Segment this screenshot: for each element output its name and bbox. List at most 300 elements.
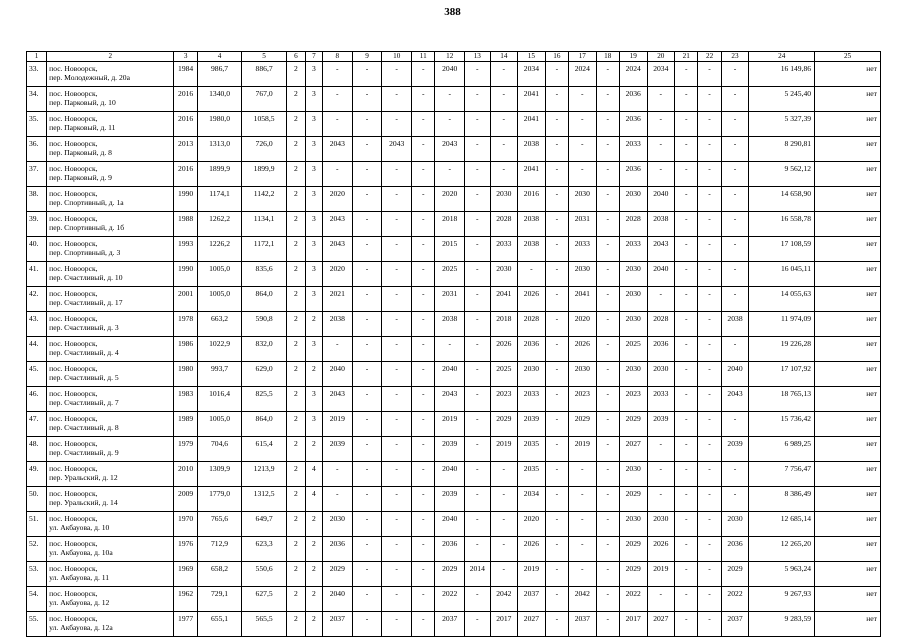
cell-flag: нет bbox=[815, 87, 881, 112]
cell-c12: 2040 bbox=[435, 362, 465, 387]
cell-c7: 3 bbox=[305, 87, 322, 112]
cell-c12: 2025 bbox=[435, 262, 465, 287]
cell-year: 2016 bbox=[174, 112, 197, 137]
address-settlement: пос. Новоорск, bbox=[49, 564, 98, 573]
cell-c19: 2024 bbox=[619, 62, 647, 87]
cell-num: 54. bbox=[27, 587, 47, 612]
cell-c20: 2019 bbox=[647, 562, 675, 587]
cell-c21: - bbox=[675, 562, 698, 587]
address-street: пер. Счастливый, д. 7 bbox=[49, 398, 119, 407]
cell-c20: - bbox=[647, 112, 675, 137]
cell-cost: 15 736,42 bbox=[749, 412, 815, 437]
cell-c16: - bbox=[545, 62, 568, 87]
cell-area-living: 1899,9 bbox=[242, 162, 287, 187]
cell-c15: 2035 bbox=[518, 462, 546, 487]
cell-c18: - bbox=[596, 487, 619, 512]
cell-flag: нет bbox=[815, 287, 881, 312]
address-street: пер. Молодежный, д. 20а bbox=[49, 73, 130, 82]
column-number-10: 10 bbox=[382, 52, 412, 62]
cell-c12: 2020 bbox=[435, 187, 465, 212]
cell-c6: 2 bbox=[286, 587, 305, 612]
cell-area-total: 704,6 bbox=[197, 437, 242, 462]
cell-c6: 2 bbox=[286, 437, 305, 462]
table-row bbox=[27, 162, 881, 187]
address-cell bbox=[47, 537, 174, 562]
cell-c8: 2040 bbox=[322, 362, 352, 387]
table-row bbox=[27, 287, 881, 312]
address-cell bbox=[47, 112, 174, 137]
address-settlement: пос. Новоорск, bbox=[49, 389, 98, 398]
cell-c9: - bbox=[352, 437, 382, 462]
cell-c15: 2028 bbox=[518, 312, 546, 337]
cell-flag: нет bbox=[815, 562, 881, 587]
cell-c8: - bbox=[322, 487, 352, 512]
cell-c17: - bbox=[569, 537, 597, 562]
cell-c8: 2038 bbox=[322, 312, 352, 337]
address-settlement: пос. Новоорск, bbox=[49, 139, 98, 148]
cell-c14: - bbox=[490, 512, 518, 537]
column-number-row bbox=[27, 52, 881, 62]
cell-cost: 8 386,49 bbox=[749, 487, 815, 512]
cell-c8: - bbox=[322, 87, 352, 112]
cell-c21: - bbox=[675, 587, 698, 612]
cell-num: 49. bbox=[27, 462, 47, 487]
cell-c16: - bbox=[545, 362, 568, 387]
cell-flag: нет bbox=[815, 162, 881, 187]
cell-c22: - bbox=[698, 237, 721, 262]
cell-area-living: 1172,1 bbox=[242, 237, 287, 262]
cell-c22: - bbox=[698, 112, 721, 137]
cell-c21: - bbox=[675, 487, 698, 512]
cell-c14: 2028 bbox=[490, 212, 518, 237]
page-number: 388 bbox=[444, 6, 461, 18]
cell-c20: 2038 bbox=[647, 212, 675, 237]
cell-c21: - bbox=[675, 162, 698, 187]
table-row bbox=[27, 362, 881, 387]
cell-c21: - bbox=[675, 512, 698, 537]
cell-c11: - bbox=[412, 112, 435, 137]
cell-area-living: 627,5 bbox=[242, 587, 287, 612]
cell-c20: 2030 bbox=[647, 512, 675, 537]
cell-c9: - bbox=[352, 512, 382, 537]
cell-c21: - bbox=[675, 187, 698, 212]
cell-num: 48. bbox=[27, 437, 47, 462]
cell-c19: 2033 bbox=[619, 237, 647, 262]
cell-c22: - bbox=[698, 162, 721, 187]
cell-c20: 2026 bbox=[647, 537, 675, 562]
cell-c7: 3 bbox=[305, 112, 322, 137]
column-number-16: 16 bbox=[545, 52, 568, 62]
cell-c23: - bbox=[721, 462, 749, 487]
address-street: ул. Акбауова, д. 10а bbox=[49, 548, 113, 557]
address-settlement: пос. Новоорск, bbox=[49, 114, 98, 123]
cell-c16: - bbox=[545, 187, 568, 212]
cell-c15: 2027 bbox=[518, 612, 546, 637]
cell-c23: - bbox=[721, 112, 749, 137]
cell-c11: - bbox=[412, 362, 435, 387]
cell-c19: 2036 bbox=[619, 162, 647, 187]
cell-area-total: 1262,2 bbox=[197, 212, 242, 237]
cell-c16: - bbox=[545, 337, 568, 362]
cell-c12: 2037 bbox=[435, 612, 465, 637]
cell-area-total: 1309,9 bbox=[197, 462, 242, 487]
cell-c23: 2038 bbox=[721, 312, 749, 337]
column-number-7: 7 bbox=[305, 52, 322, 62]
cell-c18: - bbox=[596, 137, 619, 162]
column-number-12: 12 bbox=[435, 52, 465, 62]
cell-c14: - bbox=[490, 112, 518, 137]
cell-c18: - bbox=[596, 537, 619, 562]
address-cell bbox=[47, 87, 174, 112]
cell-c10: - bbox=[382, 537, 412, 562]
address-settlement: пос. Новоорск, bbox=[49, 439, 98, 448]
cell-c19: 2027 bbox=[619, 437, 647, 462]
cell-c18: - bbox=[596, 412, 619, 437]
cell-cost: 9 283,59 bbox=[749, 612, 815, 637]
cell-c23: 2029 bbox=[721, 562, 749, 587]
cell-c9: - bbox=[352, 312, 382, 337]
cell-c18: - bbox=[596, 512, 619, 537]
cell-cost: 14 658,90 bbox=[749, 187, 815, 212]
cell-flag: нет bbox=[815, 537, 881, 562]
cell-year: 1977 bbox=[174, 612, 197, 637]
cell-c6: 2 bbox=[286, 212, 305, 237]
cell-area-living: 629,0 bbox=[242, 362, 287, 387]
cell-year: 1970 bbox=[174, 512, 197, 537]
cell-c10: - bbox=[382, 287, 412, 312]
address-settlement: пос. Новоорск, bbox=[49, 614, 98, 623]
column-number-23: 23 bbox=[721, 52, 749, 62]
cell-c23: 2043 bbox=[721, 387, 749, 412]
table-row bbox=[27, 262, 881, 287]
cell-c10: - bbox=[382, 337, 412, 362]
cell-c11: - bbox=[412, 162, 435, 187]
cell-area-total: 1313,0 bbox=[197, 137, 242, 162]
cell-c15: 2038 bbox=[518, 137, 546, 162]
cell-c17: - bbox=[569, 462, 597, 487]
cell-c16: - bbox=[545, 437, 568, 462]
cell-area-total: 1005,0 bbox=[197, 287, 242, 312]
cell-c13: - bbox=[465, 287, 490, 312]
cell-c7: 4 bbox=[305, 487, 322, 512]
cell-cost: 18 765,13 bbox=[749, 387, 815, 412]
cell-area-total: 663,2 bbox=[197, 312, 242, 337]
cell-c14: - bbox=[490, 162, 518, 187]
cell-area-living: 832,0 bbox=[242, 337, 287, 362]
cell-c9: - bbox=[352, 287, 382, 312]
table-row bbox=[27, 487, 881, 512]
cell-c23: - bbox=[721, 337, 749, 362]
cell-num: 38. bbox=[27, 187, 47, 212]
cell-c19: 2029 bbox=[619, 562, 647, 587]
cell-c19: 2029 bbox=[619, 487, 647, 512]
cell-c17: - bbox=[569, 512, 597, 537]
cell-c13: - bbox=[465, 412, 490, 437]
cell-c9: - bbox=[352, 612, 382, 637]
cell-flag: нет bbox=[815, 362, 881, 387]
table-row bbox=[27, 62, 881, 87]
address-street: ул. Акбауова, д. 11 bbox=[49, 573, 110, 582]
cell-year: 2013 bbox=[174, 137, 197, 162]
cell-c16: - bbox=[545, 312, 568, 337]
column-number-14: 14 bbox=[490, 52, 518, 62]
table-row bbox=[27, 512, 881, 537]
cell-c10: - bbox=[382, 512, 412, 537]
cell-c19: 2029 bbox=[619, 537, 647, 562]
cell-c16: - bbox=[545, 512, 568, 537]
address-settlement: пос. Новоорск, bbox=[49, 239, 98, 248]
cell-c14: 2019 bbox=[490, 437, 518, 462]
column-number-1: 1 bbox=[27, 52, 47, 62]
cell-c6: 2 bbox=[286, 112, 305, 137]
cell-c7: 3 bbox=[305, 62, 322, 87]
cell-c11: - bbox=[412, 387, 435, 412]
cell-c8: - bbox=[322, 112, 352, 137]
cell-c22: - bbox=[698, 287, 721, 312]
cell-c12: 2018 bbox=[435, 212, 465, 237]
cell-c22: - bbox=[698, 462, 721, 487]
cell-num: 52. bbox=[27, 537, 47, 562]
cell-c6: 2 bbox=[286, 412, 305, 437]
cell-c12: 2022 bbox=[435, 587, 465, 612]
cell-c20: 2027 bbox=[647, 612, 675, 637]
cell-c12: 2039 bbox=[435, 437, 465, 462]
cell-area-total: 1005,0 bbox=[197, 412, 242, 437]
cell-c11: - bbox=[412, 512, 435, 537]
cell-c13: - bbox=[465, 312, 490, 337]
address-street: ул. Акбауова, д. 10 bbox=[49, 523, 110, 532]
cell-c11: - bbox=[412, 587, 435, 612]
cell-c13: - bbox=[465, 537, 490, 562]
cell-year: 1989 bbox=[174, 412, 197, 437]
cell-year: 2001 bbox=[174, 287, 197, 312]
cell-area-living: 1134,1 bbox=[242, 212, 287, 237]
cell-c6: 2 bbox=[286, 512, 305, 537]
column-number-24: 24 bbox=[749, 52, 815, 62]
cell-c6: 2 bbox=[286, 262, 305, 287]
cell-c19: 2028 bbox=[619, 212, 647, 237]
cell-c17: 2030 bbox=[569, 362, 597, 387]
column-number-19: 19 bbox=[619, 52, 647, 62]
cell-flag: нет bbox=[815, 487, 881, 512]
cell-c6: 2 bbox=[286, 562, 305, 587]
cell-c11: - bbox=[412, 187, 435, 212]
cell-c6: 2 bbox=[286, 87, 305, 112]
cell-c19: 2017 bbox=[619, 612, 647, 637]
cell-num: 55. bbox=[27, 612, 47, 637]
cell-c17: - bbox=[569, 487, 597, 512]
cell-c19: 2030 bbox=[619, 187, 647, 212]
cell-c22: - bbox=[698, 187, 721, 212]
cell-c22: - bbox=[698, 212, 721, 237]
cell-cost: 7 756,47 bbox=[749, 462, 815, 487]
cell-year: 2009 bbox=[174, 487, 197, 512]
cell-c23: 2039 bbox=[721, 437, 749, 462]
address-settlement: пос. Новоорск, bbox=[49, 164, 98, 173]
cell-c23: - bbox=[721, 287, 749, 312]
cell-c22: - bbox=[698, 62, 721, 87]
address-settlement: пос. Новоорск, bbox=[49, 489, 98, 498]
cell-num: 44. bbox=[27, 337, 47, 362]
cell-c22: - bbox=[698, 412, 721, 437]
cell-c19: 2030 bbox=[619, 287, 647, 312]
cell-c22: - bbox=[698, 87, 721, 112]
cell-c14: 2018 bbox=[490, 312, 518, 337]
cell-c17: 2026 bbox=[569, 337, 597, 362]
cell-year: 1976 bbox=[174, 537, 197, 562]
cell-c14: - bbox=[490, 137, 518, 162]
cell-c17: 2024 bbox=[569, 62, 597, 87]
address-street: пер. Спортивный, д. 1а bbox=[49, 198, 124, 207]
cell-area-living: 835,6 bbox=[242, 262, 287, 287]
cell-c11: - bbox=[412, 412, 435, 437]
address-street: ул. Акбауова, д. 12 bbox=[49, 598, 110, 607]
cell-c7: 2 bbox=[305, 587, 322, 612]
address-settlement: пос. Новоорск, bbox=[49, 264, 98, 273]
cell-c15: 2016 bbox=[518, 187, 546, 212]
cell-c17: 2033 bbox=[569, 237, 597, 262]
cell-c18: - bbox=[596, 212, 619, 237]
cell-c19: 2022 bbox=[619, 587, 647, 612]
cell-c17: 2042 bbox=[569, 587, 597, 612]
cell-c10: - bbox=[382, 87, 412, 112]
cell-c15: 2019 bbox=[518, 562, 546, 587]
cell-c11: - bbox=[412, 612, 435, 637]
cell-c19: 2029 bbox=[619, 412, 647, 437]
cell-area-living: 590,8 bbox=[242, 312, 287, 337]
cell-flag: нет bbox=[815, 387, 881, 412]
cell-num: 45. bbox=[27, 362, 47, 387]
cell-c10: - bbox=[382, 187, 412, 212]
cell-c9: - bbox=[352, 112, 382, 137]
column-number-13: 13 bbox=[465, 52, 490, 62]
cell-c18: - bbox=[596, 387, 619, 412]
cell-c16: - bbox=[545, 137, 568, 162]
cell-c12: 2043 bbox=[435, 137, 465, 162]
cell-c22: - bbox=[698, 562, 721, 587]
address-cell bbox=[47, 262, 174, 287]
cell-c20: 2036 bbox=[647, 337, 675, 362]
cell-c10: - bbox=[382, 612, 412, 637]
cell-c10: - bbox=[382, 237, 412, 262]
table-row bbox=[27, 87, 881, 112]
cell-c10: - bbox=[382, 487, 412, 512]
address-street: пер. Уральский, д. 12 bbox=[49, 473, 118, 482]
cell-c10: - bbox=[382, 212, 412, 237]
cell-c11: - bbox=[412, 312, 435, 337]
cell-c10: - bbox=[382, 462, 412, 487]
cell-c12: - bbox=[435, 162, 465, 187]
address-cell bbox=[47, 237, 174, 262]
address-settlement: пос. Новоорск, bbox=[49, 464, 98, 473]
cell-year: 1988 bbox=[174, 212, 197, 237]
cell-c22: - bbox=[698, 512, 721, 537]
cell-c15: 2033 bbox=[518, 387, 546, 412]
cell-cost: 9 562,12 bbox=[749, 162, 815, 187]
cell-c14: - bbox=[490, 487, 518, 512]
cell-num: 47. bbox=[27, 412, 47, 437]
address-settlement: пос. Новоорск, bbox=[49, 339, 98, 348]
cell-c7: 3 bbox=[305, 262, 322, 287]
cell-c14: - bbox=[490, 62, 518, 87]
cell-cost: 12 685,14 bbox=[749, 512, 815, 537]
cell-c23: - bbox=[721, 162, 749, 187]
cell-num: 33. bbox=[27, 62, 47, 87]
cell-area-living: 1142,2 bbox=[242, 187, 287, 212]
cell-c15: 2036 bbox=[518, 337, 546, 362]
cell-c19: 2023 bbox=[619, 387, 647, 412]
cell-c17: - bbox=[569, 137, 597, 162]
cell-c13: - bbox=[465, 187, 490, 212]
cell-c8: 2043 bbox=[322, 237, 352, 262]
cell-c15: 2041 bbox=[518, 112, 546, 137]
cell-c9: - bbox=[352, 587, 382, 612]
cell-flag: нет bbox=[815, 437, 881, 462]
cell-c22: - bbox=[698, 262, 721, 287]
cell-c11: - bbox=[412, 287, 435, 312]
cell-c20: 2040 bbox=[647, 262, 675, 287]
cell-cost: 14 055,63 bbox=[749, 287, 815, 312]
cell-c23: - bbox=[721, 187, 749, 212]
cell-c15: 2034 bbox=[518, 62, 546, 87]
cell-c7: 3 bbox=[305, 337, 322, 362]
cell-c11: - bbox=[412, 262, 435, 287]
cell-c23: 2036 bbox=[721, 537, 749, 562]
cell-area-total: 993,7 bbox=[197, 362, 242, 387]
cell-c14: - bbox=[490, 562, 518, 587]
cell-c7: 3 bbox=[305, 137, 322, 162]
cell-c19: 2025 bbox=[619, 337, 647, 362]
cell-c6: 2 bbox=[286, 612, 305, 637]
cell-c9: - bbox=[352, 237, 382, 262]
cell-c12: - bbox=[435, 112, 465, 137]
cell-c20: - bbox=[647, 437, 675, 462]
cell-c7: 3 bbox=[305, 212, 322, 237]
cell-num: 50. bbox=[27, 487, 47, 512]
cell-c14: 2025 bbox=[490, 362, 518, 387]
cell-c23: - bbox=[721, 487, 749, 512]
table-row bbox=[27, 612, 881, 637]
cell-c13: - bbox=[465, 587, 490, 612]
cell-num: 35. bbox=[27, 112, 47, 137]
cell-c20: - bbox=[647, 462, 675, 487]
cell-c7: 2 bbox=[305, 562, 322, 587]
cell-c7: 3 bbox=[305, 412, 322, 437]
cell-cost: 19 226,28 bbox=[749, 337, 815, 362]
cell-c14: - bbox=[490, 462, 518, 487]
cell-c8: 2036 bbox=[322, 537, 352, 562]
cell-c8: 2043 bbox=[322, 212, 352, 237]
cell-c17: 2023 bbox=[569, 387, 597, 412]
cell-flag: нет bbox=[815, 237, 881, 262]
cell-flag: нет bbox=[815, 187, 881, 212]
cell-c18: - bbox=[596, 87, 619, 112]
cell-flag: нет bbox=[815, 312, 881, 337]
cell-c15: 2026 bbox=[518, 287, 546, 312]
cell-cost: 16 045,11 bbox=[749, 262, 815, 287]
cell-year: 1986 bbox=[174, 337, 197, 362]
cell-cost: 5 327,39 bbox=[749, 112, 815, 137]
cell-num: 36. bbox=[27, 137, 47, 162]
cell-area-total: 1022,9 bbox=[197, 337, 242, 362]
cell-c6: 2 bbox=[286, 162, 305, 187]
address-cell bbox=[47, 587, 174, 612]
cell-c21: - bbox=[675, 62, 698, 87]
cell-c13: - bbox=[465, 437, 490, 462]
housing-register-table bbox=[26, 51, 881, 637]
cell-c14: - bbox=[490, 87, 518, 112]
cell-c23: 2040 bbox=[721, 362, 749, 387]
